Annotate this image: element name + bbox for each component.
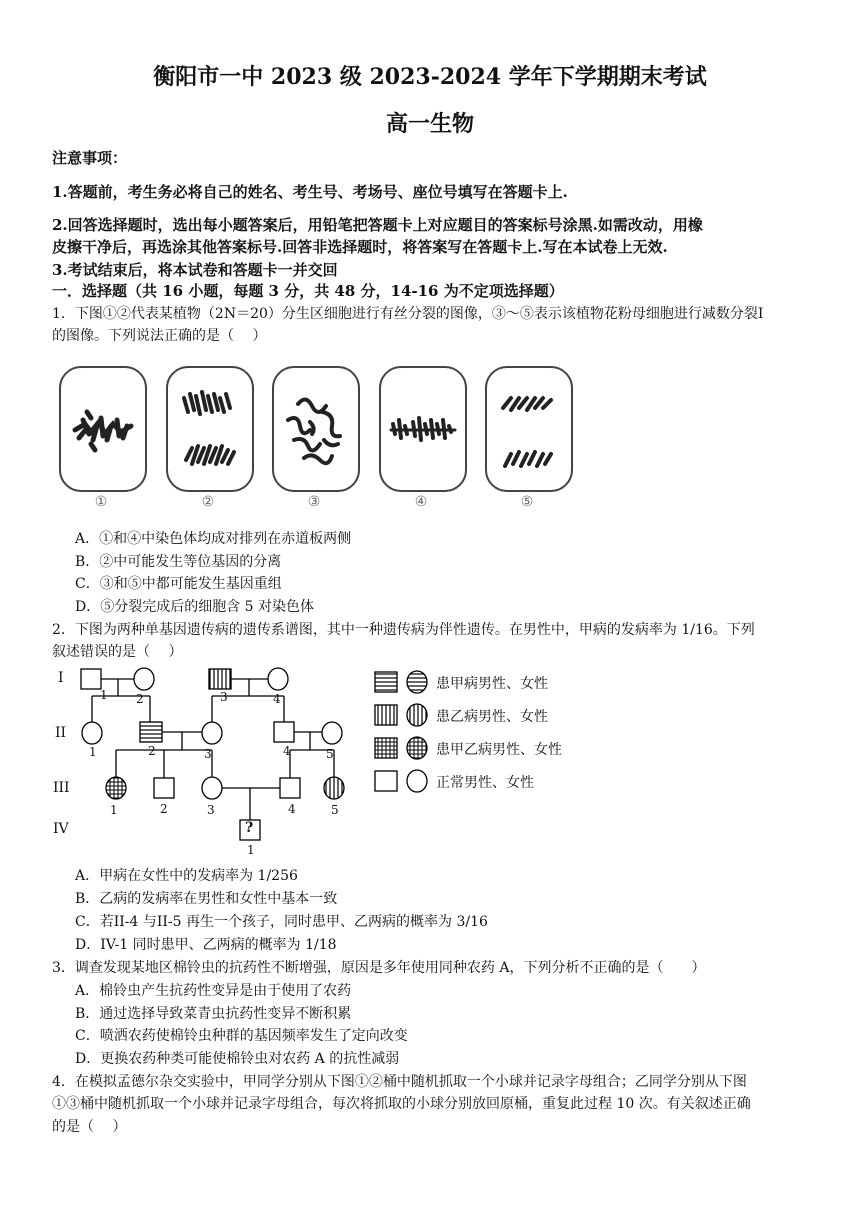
question-4-stem: 的是（ ） [52,1119,127,1135]
question-1-stem: 的图像。下列说法正确的是（ ） [52,328,267,344]
pedigree-female-normal [322,722,342,744]
pedigree-male-normal [154,778,174,798]
question-4-stem: 4．在模拟孟德尔杂交实验中，甲同学分别从下图①②桶中随机抓取一个小球并记录字母组合；乙同学分别从下图 [52,1074,747,1090]
pedigree-male-b [209,669,231,689]
legend-label: 正常男性、女性 [436,775,534,791]
pedigree-male-normal [81,669,101,689]
cell-image-4 [379,366,467,492]
question-2-stem: 叙述错误的是（ ） [52,644,183,660]
question-3-option-d: D．更换农药种类可能使棉铃虫对农药 A 的抗性减弱 [75,1051,400,1067]
question-3-option-b: B．通过选择导致菜青虫抗药性变异不断积累 [75,1006,352,1022]
legend-label: 患甲乙病男性、女性 [436,742,562,758]
pedigree-female-ab [106,777,126,799]
prophase-chromosomes-icon [274,368,358,490]
legend-label: 患乙病男性、女性 [436,709,548,725]
pedigree-female-normal [134,668,154,690]
notice-heading: 注意事项： [52,149,128,167]
question-1-stem: 1．下图①②代表某植物（2N＝20）分生区细胞进行有丝分裂的图像，③～⑤表示该植物花粉母细胞进行减数分裂I [52,306,764,322]
question-1-option-a: A．①和④中染色体均成对排列在赤道板两侧 [75,531,352,547]
exam-subject: 高一生物 [385,111,474,137]
question-2-option-c: C．若II-4 与II-5 再生一个孩子，同时患甲、乙两病的概率为 3/16 [75,914,488,930]
figure-label: ③ [307,494,321,510]
figure-label: ② [201,494,215,510]
question-1-option-c: C．③和⑤中都可能发生基因重组 [75,576,282,592]
cell-image-1 [59,366,147,492]
question-2-option-d: D．IV-1 同时患甲、乙两病的概率为 1/18 [75,937,337,953]
notice-item: 1.答题前，考生务必将自己的姓名、考生号、考场号、座位号填写在答题卡上. [52,183,568,201]
generation-label: II [55,725,67,741]
notice-item: 3.考试结束后，将本试卷和答题卡一并交回 [52,261,338,279]
legend-label: 患甲病男性、女性 [436,676,548,692]
generation-label: III [53,780,70,796]
question-4-stem: ①③桶中随机抓取一个小球并记录字母组合，每次将抓取的小球分别放回原桶，重复此过程 10 次。有关叙述正确 [52,1096,751,1112]
cell-image-2 [166,366,254,492]
figure-label: ④ [414,494,428,510]
cell-image-3 [272,366,360,492]
exam-title: 衡阳市一中 2023 级 2023-2024 学年下学期期末考试 [153,64,707,90]
generation-label: IV [53,821,69,837]
pedigree-legend-symbols [372,668,434,798]
generation-label: I [58,670,64,686]
pedigree-female-normal [268,668,288,690]
figure-label: ⑤ [520,494,534,510]
pedigree-female-normal [202,777,222,799]
section-heading: 一．选择题（共 16 小题，每题 3 分，共 48 分，14-16 为不定项选择题） [52,282,564,300]
pedigree-male-a [140,722,162,742]
pedigree-female-normal [202,722,222,744]
question-3-option-c: C．喷洒农药使棉铃虫种群的基因频率发生了定向改变 [75,1028,408,1044]
question-2-stem: 2．下图为两种单基因遗传病的遗传系谱图，其中一种遗传病为伴性遗传。在男性中，甲病的发病率为 1/16。下列 [52,622,755,638]
pedigree-female-b [324,777,344,799]
chromosome-cluster-icon [61,368,145,490]
question-2-option-a: A．甲病在女性中的发病率为 1/256 [75,868,298,884]
cell-image-5 [485,366,573,492]
question-1-option-d: D．⑤分裂完成后的细胞含 5 对染色体 [75,599,315,615]
anaphase-i-chromosomes-icon [487,368,571,490]
pedigree-male-normal [274,722,294,742]
pedigree-male-normal [280,778,300,798]
unknown-mark: ? [245,820,254,836]
anaphase-chromosomes-icon [168,368,252,490]
notice-item: 皮擦干净后，再选涂其他答案标号.回答非选择题时，将答案写在答题卡上.写在本试卷上无效. [52,238,668,256]
question-2-option-b: B．乙病的发病率在男性和女性中基本一致 [75,891,338,907]
metaphase-chromosomes-icon [381,368,465,490]
question-1-option-b: B．②中可能发生等位基因的分离 [75,554,282,570]
question-3-stem: 3．调查发现某地区棉铃虫的抗药性不断增强，原因是多年使用同种农药 A，下列分析不正确的是（ ） [52,960,706,976]
question-3-option-a: A．棉铃虫产生抗药性变异是由于使用了农药 [75,983,352,999]
figure-label: ① [94,494,108,510]
pedigree-female-normal [82,722,102,744]
notice-item: 2.回答选择题时，选出每小题答案后，用铅笔把答题卡上对应题目的答案标号涂黑.如需改动，用橡 [52,216,703,234]
